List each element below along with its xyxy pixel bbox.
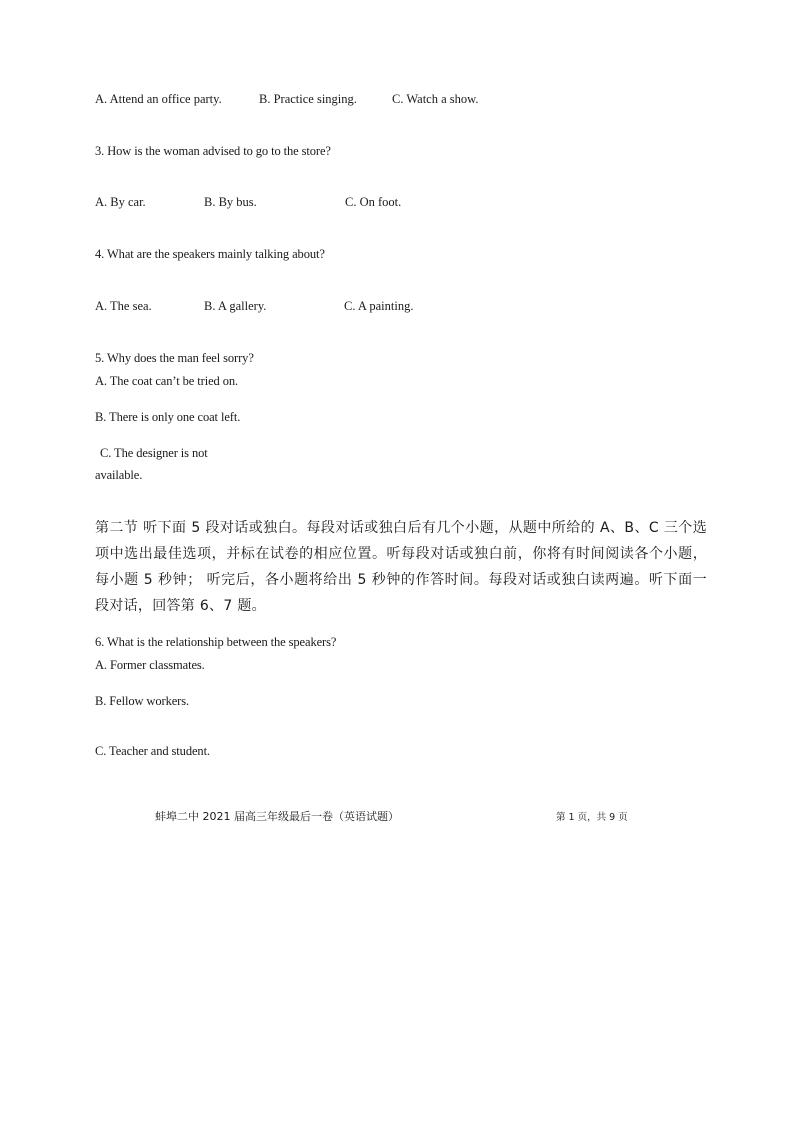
q3-option-c: C. On foot. (345, 195, 402, 209)
q4-option-b: B. A gallery. (204, 299, 267, 313)
q4-question: 4. What are the speakers mainly talking about? (95, 247, 325, 261)
q3-option-a: A. By car. (95, 195, 146, 209)
q3-option-b: B. By bus. (204, 195, 257, 209)
q4-option-c: C. A painting. (344, 299, 414, 313)
section2-instructions: 第二节 听下面 5 段对话或独白。每段对话或独白后有几个小题，从题中所给的 A、B、C 三个选项中选出最佳选项，并标在试卷的相应位置。听每段对话或独白前，你将有时间阅读各个小题，每小题 5 秒钟； 听完后，各小题将给出 5 秒钟的作答时间。每段对话或独白读两遍。听下面一段对话，回答第 6、7 题。 (95, 520, 707, 614)
footer-exam-title: 蚌埠二中 2021 届高三年级最后一卷（英语试题） (155, 810, 399, 823)
q5-question: 5. Why does the man feel sorry? (95, 351, 254, 365)
footer-page-number: 第 1 页，共 9 页 (556, 812, 628, 823)
q3-question: 3. How is the woman advised to go to the store? (95, 144, 331, 158)
q6-question: 6. What is the relationship between the speakers? (95, 635, 337, 649)
q4-option-a: A. The sea. (95, 299, 152, 313)
q6-option-a: A. Former classmates. (95, 658, 205, 672)
q2-option-a: A. Attend an office party. (95, 92, 222, 106)
q5-option-b: B. There is only one coat left. (95, 410, 241, 424)
q2-option-b: B. Practice singing. (259, 92, 357, 106)
q5-option-c-line2: available. (95, 468, 143, 482)
q5-option-a: A. The coat can’t be tried on. (95, 374, 239, 388)
q2-option-c: C. Watch a show. (392, 92, 479, 106)
q5-option-c-line1: C. The designer is not (100, 446, 208, 460)
q6-option-c: C. Teacher and student. (95, 744, 210, 758)
q6-option-b: B. Fellow workers. (95, 694, 190, 708)
